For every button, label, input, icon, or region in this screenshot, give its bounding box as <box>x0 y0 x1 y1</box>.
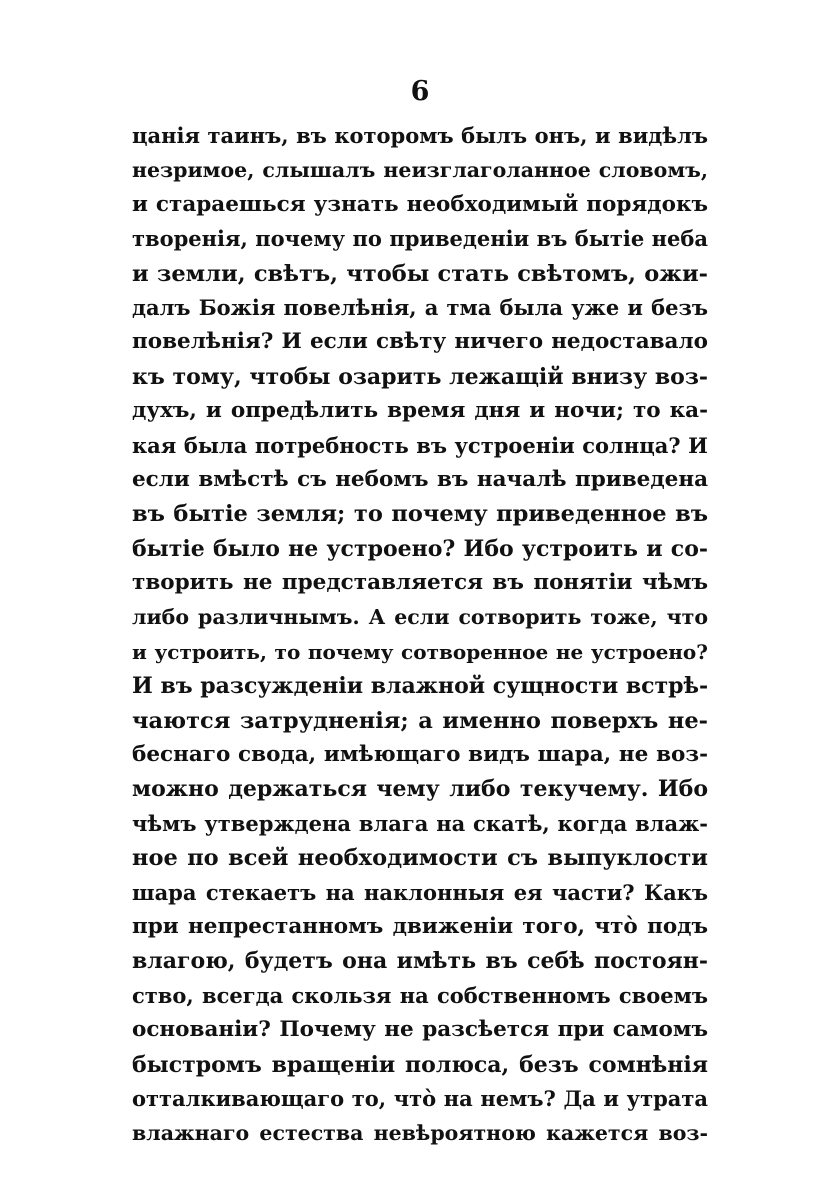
text-line: можно держаться чему либо текучему. Ибо <box>132 776 708 803</box>
text-line: влажнаго естества невѣроятною кажется воз- <box>132 1121 708 1146</box>
text-line: въ бытіе земля; то почему приведенное въ <box>132 501 708 528</box>
text-line: творенія, почему по приведеніи въ бытіе неба <box>132 226 708 252</box>
text-line: чаются затрудненія; а именно поверхъ не- <box>132 707 708 734</box>
text-line: если вмѣстѣ съ небомъ въ началѣ приведена <box>132 466 708 492</box>
text-line: далъ Божія повелѣнія, а тма была уже и безъ <box>132 294 708 320</box>
text-line: кая была потребность въ устроеніи солнца? И <box>132 432 708 458</box>
text-line: беснаго свода, имѣющаго видъ шара, не воз- <box>132 742 708 768</box>
text-line: къ тому, чтобы озарить лежащій внизу воз- <box>132 363 708 390</box>
text-line: основаніи? Почему не разсѣется при самомъ <box>132 1017 708 1043</box>
text-line: быстромъ вращеніи полюса, безъ сомнѣнія <box>132 1051 708 1078</box>
text-line: повелѣнія? И если свѣту ничего недоставало <box>132 329 708 355</box>
text-line: ство, всегда скользя на собственномъ своемъ <box>132 982 708 1008</box>
text-line: и устроить, то почему сотворенное не устроено? <box>132 639 708 664</box>
text-line: ное по всей необходимости съ выпуклости <box>132 845 708 872</box>
body-text <box>132 119 708 1151</box>
page-number: 6 <box>410 76 430 107</box>
text-line: чѣмъ утверждена влага на скатѣ, когда влаж- <box>132 810 708 836</box>
text-line: шара стекаетъ на наклонныя ея части? Какъ <box>132 879 708 905</box>
text-line: цанія таинъ, въ которомъ былъ онъ, и видѣлъ <box>132 123 708 148</box>
text-line: И въ разсужденіи влажной сущности встрѣ- <box>132 673 709 700</box>
text-line: творить не представляется въ понятіи чѣмъ <box>132 570 708 596</box>
text-line: духъ, и опредѣлить время дня и ночи; то ка- <box>132 398 708 424</box>
text-line: при непрестанномъ движеніи того, что̀ подъ <box>132 913 708 939</box>
text-line: и стараешься узнать необходимый порядокъ <box>132 191 708 217</box>
text-line: бытіе было не устроено? Ибо устроить и со- <box>132 535 708 562</box>
text-line: либо различнымъ. А если сотворить тоже, что <box>132 605 708 630</box>
text-line: и земли, свѣтъ, чтобы стать свѣтомъ, ожи- <box>132 260 708 287</box>
text-line: отталкивающаго то, что̀ на немъ? Да и утрата <box>132 1085 708 1111</box>
text-line: незримое, слышалъ неизглаголанное словомъ, <box>132 158 708 183</box>
text-line: влагою, будетъ она имѣть въ себѣ постоян- <box>132 948 708 975</box>
